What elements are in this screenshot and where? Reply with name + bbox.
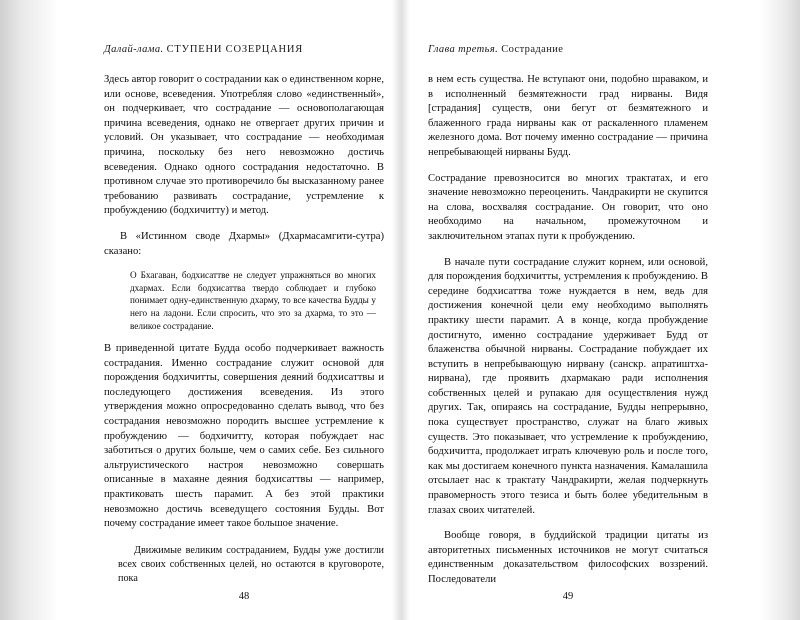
quote-text: Движимые великим состраданием, Будды уже достигли всех своих собственных целей, но остаются в круговороте, пока	[118, 544, 384, 585]
running-head-title: СТУПЕНИ СОЗЕРЦАНИЯ	[166, 44, 304, 55]
page-number-right: 49	[562, 591, 574, 602]
paragraph: Вообще говоря, в буддийской традиции цитаты из авторитетных письменных источников не могут считаться единственным доказательством философских воззрений. Последователи	[428, 530, 708, 585]
block-quote-closing	[104, 544, 384, 587]
paragraph: В «Истинном своде Дхармы» (Дхармасамгити-сутра) сказано:	[104, 230, 384, 257]
paragraph: В приведенной цитате Будда особо подчеркивает важность сострадания. Именно сострадание служит основой для порождения бодхичитты, совершения деяний бодхисаттвы и последующего достижения всеведения. Из этого утверждения можно опросредованно сделать вывод, что без сострадания невозможно породить высшее устремление к пробуждению — бодхичитту, которая побуждает нас заботиться о других больше, чем о самих себе. Без сильного альтруистического настроя невозможно совершать описанные в махаяне деяния бодхисаттвы — например, практиковать шесть парамит. А без этой практики невозможно достичь всеведущего состояния Будды. Вот почему сострадание имеет такое большое значение.	[104, 343, 384, 530]
left-page-body	[104, 73, 384, 586]
paragraph: Здесь автор говорит о сострадании как о единственном корне, или основе, всеведения. Употребляя слово «единственный», он подчеркивает, что сострадание — основополагающая причина всеведения, однако не отвергает других причин и условий. Он указывает, что сострадание — необходимая причина, поскольку без него невозможно достичь всеведения. Однако одного сострадания недостаточно. В противном случае это противоречило бы высказанному ранее требованию развивать сострадание, устремление к пробуждению (бодхичитту) и метод.	[104, 74, 384, 217]
right-page-body	[428, 73, 708, 588]
page-number-left: 48	[238, 591, 250, 602]
paragraph: В начале пути сострадание служит корнем, или основой, для порождения бодхичитты, устремления к пробуждению. В середине бодхисаттва тоже нуждается в нем, ведь для достижения конечной цели ему необходимо выполнять практику шести парамит. А в конце, когда пробуждение достигнуто, именно сострадание удерживает Будд от блаженства обычной нирваны. Сострадание побуждает их вступить в непребывающую нирвану (санскр. апратиштха-нирвана), где проявить дхармакаю ради исполнения собственных целей и рупакаю для осуществления нужд других. Так, опираясь на сострадание, Будды непрерывно, пока существует пространство, служат на благо живых существ. Это показывает, что устремление к пробуждению, бодхичитта, продолжает играть ключевую роль и после того, как мы достигаем конечного пункта назначения. Камалашила отсылает нас к трактату Чандракирти, желая подчеркнуть правомерность этого тезиса и быть более убедительным в глазах своих читателей.	[428, 256, 708, 516]
block-quote-sutra	[104, 269, 384, 332]
quote-text: О Бхагаван, бодхисаттве не следует упражняться во многих дхармах. Если бодхисаттва твердо соблюдает и глубоко понимает одну-единственную дхарму, то все качества Будды у него на ладони. Если спросить, что это за дхарма, то это — великое сострадание.	[130, 270, 376, 331]
paragraph: Сострадание превозносится во многих трактатах, и его значение невозможно переоценить. Чандракирти не скупится на слова, восхваляя сострадание. Он говорит, что оно необходимо на начальном, промежуточном и заключительном этапах пути к пробуждению.	[428, 172, 708, 242]
right-running-head	[428, 44, 708, 55]
left-running-head	[104, 44, 384, 55]
right-page	[400, 0, 800, 620]
running-head-author: Далай-лама.	[104, 44, 164, 55]
paragraph: в нем есть существа. Не вступают они, подобно шраваком, и в исполненный безмятежности град нирваны. Видя [страдания] существ, они бегут от безмятежного и блаженного града нирваны как от раскаленного пламенем железного дома. Вот почему именно сострадание — причина непребывающей нирваны Будд.	[428, 74, 708, 158]
running-head-title: Сострадание	[501, 44, 564, 55]
running-head-chapter: Глава третья.	[428, 44, 499, 55]
